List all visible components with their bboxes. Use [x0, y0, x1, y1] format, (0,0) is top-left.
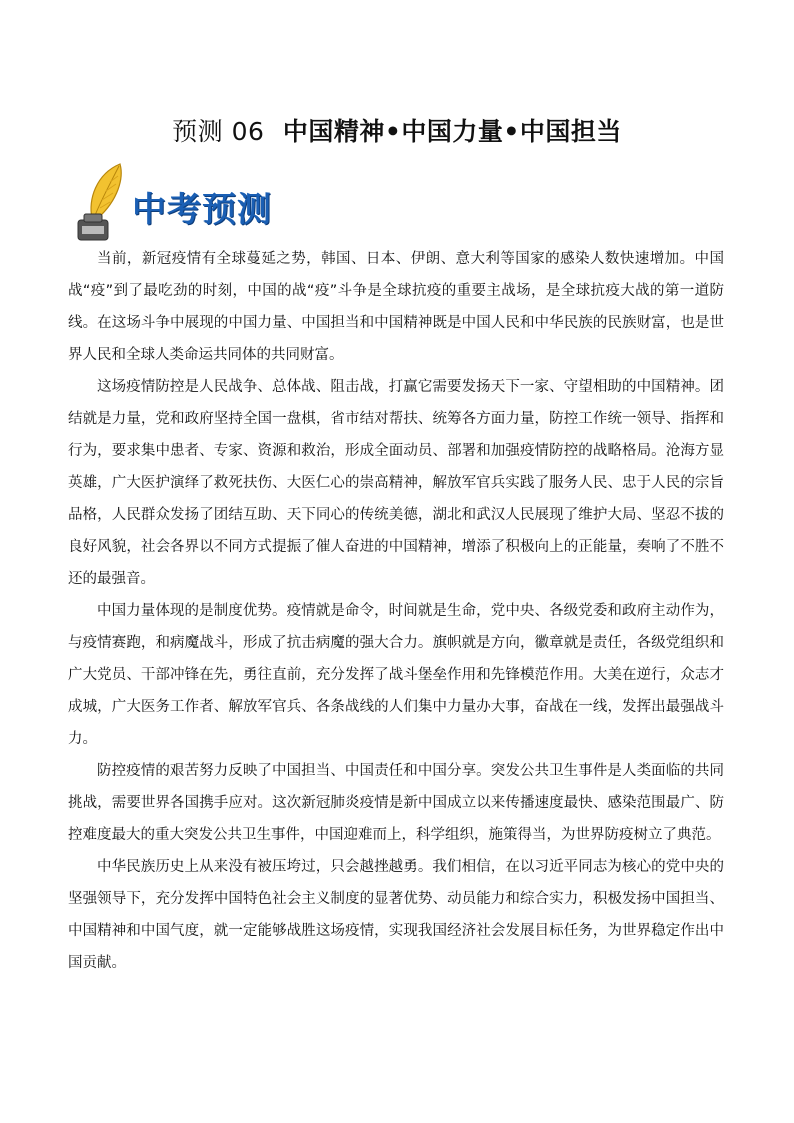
badge-label: 中考预测	[132, 190, 272, 230]
paragraph: 中国力量体现的是制度优势。疫情就是命令，时间就是生命，党中央、各级党委和政府主动作为，与疫情赛跑，和病魔战斗，形成了抗击病魔的强大合力。旗帜就是方向，徽章就是责任，各级党组织和广大党员、干部冲锋在先，勇往直前，充分发挥了战斗堡垒作用和先锋模范作用。大美在逆行，众志才成城，广大医务工作者、解放军官兵、各条战线的人们集中力量办大事，奋战在一线，发挥出最强战斗力。	[68, 603, 724, 747]
paragraph: 这场疫情防控是人民战争、总体战、阻击战，打赢它需要发扬天下一家、守望相助的中国精神。团结就是力量，党和政府坚持全国一盘棋，省市结对帮扶、统筹各方面力量，防控工作统一领导、指挥和行为，要求集中患者、专家、资源和救治，形成全面动员、部署和加强疫情防控的战略格局。沧海方显英雄，广大医护演绎了救死扶伤、大医仁心的崇高精神，解放军官兵实践了服务人民、忠于人民的宗旨品格，人民群众发扬了团结互助、天下同心的传统美德，湖北和武汉人民展现了维护大局、坚忍不拔的良好风貌，社会各界以不同方式提振了催人奋进的中国精神，增添了积极向上的正能量，奏响了不胜不还的最强音。	[68, 379, 724, 587]
paragraph: 中华民族历史上从来没有被压垮过，只会越挫越勇。我们相信，在以习近平同志为核心的党中央的坚强领导下，充分发挥中国特色社会主义制度的显著优势、动员能力和综合实力，积极发扬中国担当、中国精神和中国气度，就一定能够战胜这场疫情，实现我国经济社会发展目标任务，为世界稳定作出中国贡献。	[68, 859, 724, 971]
paragraph: 防控疫情的艰苦努力反映了中国担当、中国责任和中国分享。突发公共卫生事件是人类面临的共同挑战，需要世界各国携手应对。这次新冠肺炎疫情是新中国成立以来传播速度最快、感染范围最广、防控难度最大的重大突发公共卫生事件，中国迎难而上，科学组织，施策得当，为世界防疫树立了典范。	[68, 763, 724, 843]
page-title	[0, 112, 794, 148]
paragraph: 当前，新冠疫情有全球蔓延之势，韩国、日本、伊朗、意大利等国家的感染人数快速增加。中国战“疫”到了最吃劲的时刻，中国的战“疫”斗争是全球抗疫的重要主战场，是全球抗疫大战的第一道防线。在这场斗争中展现的中国力量、中国担当和中国精神既是中国人民和中华民族的民族财富，也是世界人民和全球人类命运共同体的共同财富。	[68, 251, 724, 363]
section-badge	[70, 160, 300, 244]
article-body	[68, 243, 724, 979]
title-main: 中国精神•中国力量•中国担当	[282, 117, 622, 146]
quill-inkwell-icon	[70, 160, 140, 244]
title-prefix: 预测 06	[172, 117, 265, 146]
